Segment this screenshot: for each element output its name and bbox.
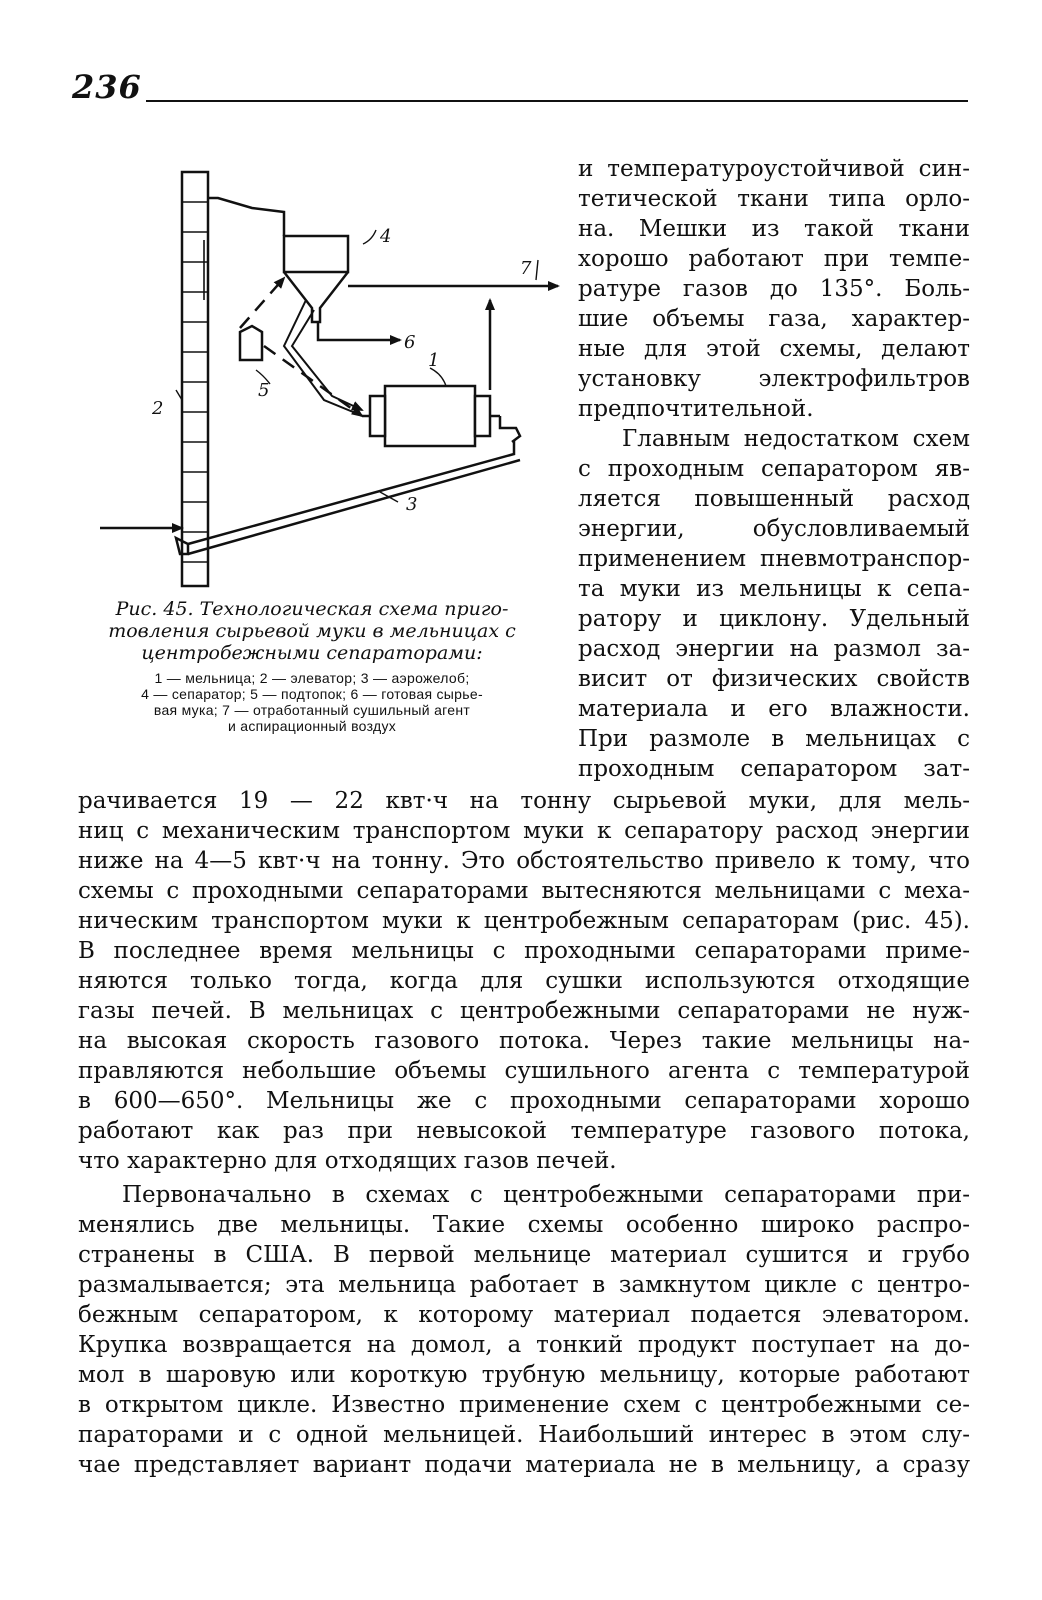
body-text-line: Первоначально в схемах с центробежными сепараторами при- <box>122 1182 970 1208</box>
body-text-line: няются только тогда, когда для сушки используются отходящие <box>78 968 970 994</box>
page-number: 236 <box>72 68 142 106</box>
body-text-line: В последнее время мельницы с проходными сепараторами приме- <box>78 938 970 964</box>
body-text-line: ниже на 4—5 квт·ч на тонну. Это обстоятельство привело к тому, что <box>78 848 970 874</box>
aeroslide <box>188 440 514 544</box>
body-text-line: Крупка возвращается на домол, а тонкий продукт поступает на до- <box>78 1332 970 1358</box>
body-text-line: на высокая скорость газового потока. Через такие мельницы на- <box>78 1028 970 1054</box>
elevator <box>182 172 208 586</box>
legend-line: 1 — мельница; 2 — элеватор; 3 — аэрожелоб; <box>154 670 470 686</box>
column-text-line: и температуроустойчивой син- <box>578 156 970 182</box>
column-text-line: ные для этой схемы, делают <box>578 336 970 362</box>
column-text-line: энергии, обусловливаемый <box>578 516 970 542</box>
column-text-line: ляется повышенный расход <box>578 486 970 512</box>
body-text-line: работают как раз при невысокой температуре газового потока, <box>78 1118 970 1144</box>
body-text-line: ниц с механическим транспортом муки к сепаратору расход энергии <box>78 818 970 844</box>
column-text-line: расход энергии на размол за- <box>578 636 970 662</box>
column-text-line: проходным сепаратором зат- <box>578 756 970 782</box>
column-text-line: применением пневмотранспор- <box>578 546 970 572</box>
label-4: 4 <box>380 226 392 247</box>
column-text-line: хорошо работают при темпе- <box>578 246 970 272</box>
figure-legend <box>72 670 552 734</box>
body-text-line: что характерно для отходящих газов печей. <box>78 1148 617 1174</box>
body-text-line: бежным сепаратором, к которому материал подается элеватором. <box>78 1302 970 1328</box>
body-text-line: правляются небольшие объемы сушильного агента с температурой <box>78 1058 970 1084</box>
body-text-line: странены в США. В первой мельнице материал сушится и грубо <box>78 1242 970 1268</box>
caption-line: Рис. 45. Технологическая схема приго- <box>115 598 509 620</box>
column-text-line: При размоле в мельницах с <box>578 726 970 752</box>
label-1: 1 <box>428 350 440 371</box>
column-text-line: Главным недостатком схем <box>622 426 970 452</box>
separator <box>284 236 348 272</box>
body-text-line: менялись две мельницы. Такие схемы особенно широко распро- <box>78 1212 970 1238</box>
body-text-line: в 600—650°. Мельницы же с проходными сепараторами хорошо <box>78 1088 970 1114</box>
legend-line: и аспирационный воздух <box>227 718 397 734</box>
legend-line: вая мука; 7 — отработанный сушильный агент <box>153 702 471 718</box>
caption-line: центробежными сепараторами: <box>141 642 483 664</box>
column-text-line: ратуре газов до 135°. Боль- <box>578 276 970 302</box>
label-2: 2 <box>152 398 164 419</box>
body-text-line: схемы с проходными сепараторами вытесняются мельницами с меха- <box>78 878 970 904</box>
column-text-line: висит от физических свойств <box>578 666 970 692</box>
column-text-line: тетической ткани типа орло- <box>578 186 970 212</box>
label-7: 7 <box>520 258 532 279</box>
column-text-line: предпочтительной. <box>578 396 814 422</box>
mill <box>385 386 475 446</box>
column-text-line: установку электрофильтров <box>578 366 970 392</box>
body-text-line: ническим транспортом муки к центробежным сепараторам (рис. 45). <box>78 908 970 934</box>
firebox <box>240 326 262 360</box>
process-diagram <box>80 160 560 600</box>
column-text-line: шие объемы газа, характер- <box>578 306 970 332</box>
separator-cone <box>284 272 348 322</box>
header-rule <box>146 100 968 102</box>
legend-line: 4 — сепаратор; 5 — подтопок; 6 — готовая сырье- <box>141 686 483 702</box>
column-text-line: с проходным сепаратором яв- <box>578 456 970 482</box>
figure-title <box>72 598 552 664</box>
column-text-line: ратору и циклону. Удельный <box>578 606 970 632</box>
figure-caption <box>72 598 552 734</box>
body-text-line: в открытом цикле. Известно применение схем с центробежными се- <box>78 1392 970 1418</box>
label-6: 6 <box>404 332 416 353</box>
body-text-line: мол в шаровую или короткую трубную мельницу, которые работают <box>78 1362 970 1388</box>
label-5: 5 <box>258 380 270 401</box>
body-text-line: газы печей. В мельницах с центробежными сепараторами не нуж- <box>78 998 970 1024</box>
column-text-line: та муки из мельницы к сепа- <box>578 576 970 602</box>
column-text-line: материала и его влажности. <box>578 696 970 722</box>
column-text-line: на. Мешки из такой ткани <box>578 216 970 242</box>
body-text-line: размалывается; эта мельница работает в замкнутом цикле с центро- <box>78 1272 970 1298</box>
caption-line: товления сырьевой муки в мельницах с <box>108 620 516 642</box>
body-text-line: параторами и с одной мельницей. Наибольший интерес в этом слу- <box>78 1422 970 1448</box>
body-text-line: рачивается 19 — 22 квт·ч на тонну сырьевой муки, для мель- <box>78 788 970 814</box>
label-3: 3 <box>406 494 418 515</box>
body-text-line: чае представляет вариант подачи материала не в мельницу, а сразу <box>78 1452 970 1478</box>
